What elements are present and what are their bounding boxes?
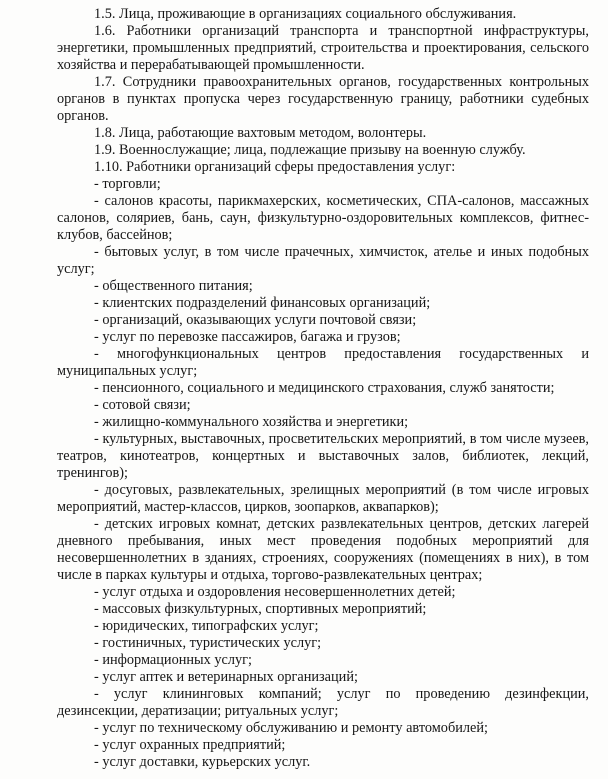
list-item: - услуг по техническому обслуживанию и ремонту автомобилей; [94,720,488,736]
list-item: - общественного питания; [94,278,253,294]
list-item: - клиентских подразделений финансовых организаций; [94,295,431,311]
paragraph-1-9: 1.9. Военнослужащие; лица, подлежащие призыву на военную службу. [94,142,526,158]
list-item: - гостиничных, туристических услуг; [94,635,322,651]
list-item: - информационных услуг; [94,652,252,668]
list-item: - салонов красоты, парикмахерских, косметических, СПА-салонов, массажных салонов, соляриев, бань, саун, физкультурно-оздоровительных комплексов, фитнес-клубов, бассейнов; [57,193,589,243]
list-item: - многофункциональных центров предоставления государственных и муниципальных услуг; [57,346,589,379]
list-item: - услуг по перевозке пассажиров, багажа и грузов; [94,329,401,345]
list-item: - юридических, типографских услуг; [94,618,319,634]
list-item: - торговли; [94,176,161,192]
list-item: - культурных, выставочных, просветительских мероприятий, в том числе музеев, театров, кинотеатров, концертных и выставочных залов, библиотек, лекций, тренингов); [57,431,589,481]
paragraph-1-7: 1.7. Сотрудники правоохранительных органов, государственных контрольных органов в пунктах пропуска через государственную границу, работники судебных органов. [57,74,589,124]
list-item: - детских игровых комнат, детских развлекательных центров, детских лагерей дневного пребывания, иных мест проведения подобных мероприятий для несовершеннолетних в зданиях, строениях, сооружениях (помещениях в них), в том числе в парках культуры и отдыха, торгово-развлекательных центрах; [57,516,589,583]
list-item: - организаций, оказывающих услуги почтовой связи; [94,312,417,328]
list-item: - услуг аптек и ветеринарных организаций; [94,669,358,685]
list-item: - досуговых, развлекательных, зрелищных мероприятий (в том числе игровых мероприятий, мастер-классов, цирков, зоопарков, аквапарков); [57,482,589,515]
list-item: - жилищно-коммунального хозяйства и энергетики; [94,414,409,430]
list-item: - массовых физкультурных, спортивных мероприятий; [94,601,427,617]
document-body [57,6,589,771]
paragraph-1-8: 1.8. Лица, работающие вахтовым методом, волонтеры. [94,125,427,141]
paragraph-1-5: 1.5. Лица, проживающие в организациях социального обслуживания. [94,6,517,22]
paragraph-1-10: 1.10. Работники организаций сферы предоставления услуг: [94,159,456,175]
list-item: - пенсионного, социального и медицинского страхования, служб занятости; [94,380,555,396]
list-item: - сотовой связи; [94,397,191,413]
list-item: - бытовых услуг, в том числе прачечных, химчисток, ателье и иных подобных услуг; [57,244,589,277]
list-item: - услуг отдыха и оздоровления несовершеннолетних детей; [94,584,456,600]
paragraph-1-6: 1.6. Работники организаций транспорта и транспортной инфраструктуры, энергетики, промышленных предприятий, строительства и проектирования, сельского хозяйства и перерабатывающей промышленности. [57,23,589,73]
list-item: - услуг охранных предприятий; [94,737,286,753]
list-item: - услуг клининговых компаний; услуг по проведению дезинфекции, дезинсекции, дератизации; ритуальных услуг; [57,686,589,719]
list-item: - услуг доставки, курьерских услуг. [94,754,311,770]
